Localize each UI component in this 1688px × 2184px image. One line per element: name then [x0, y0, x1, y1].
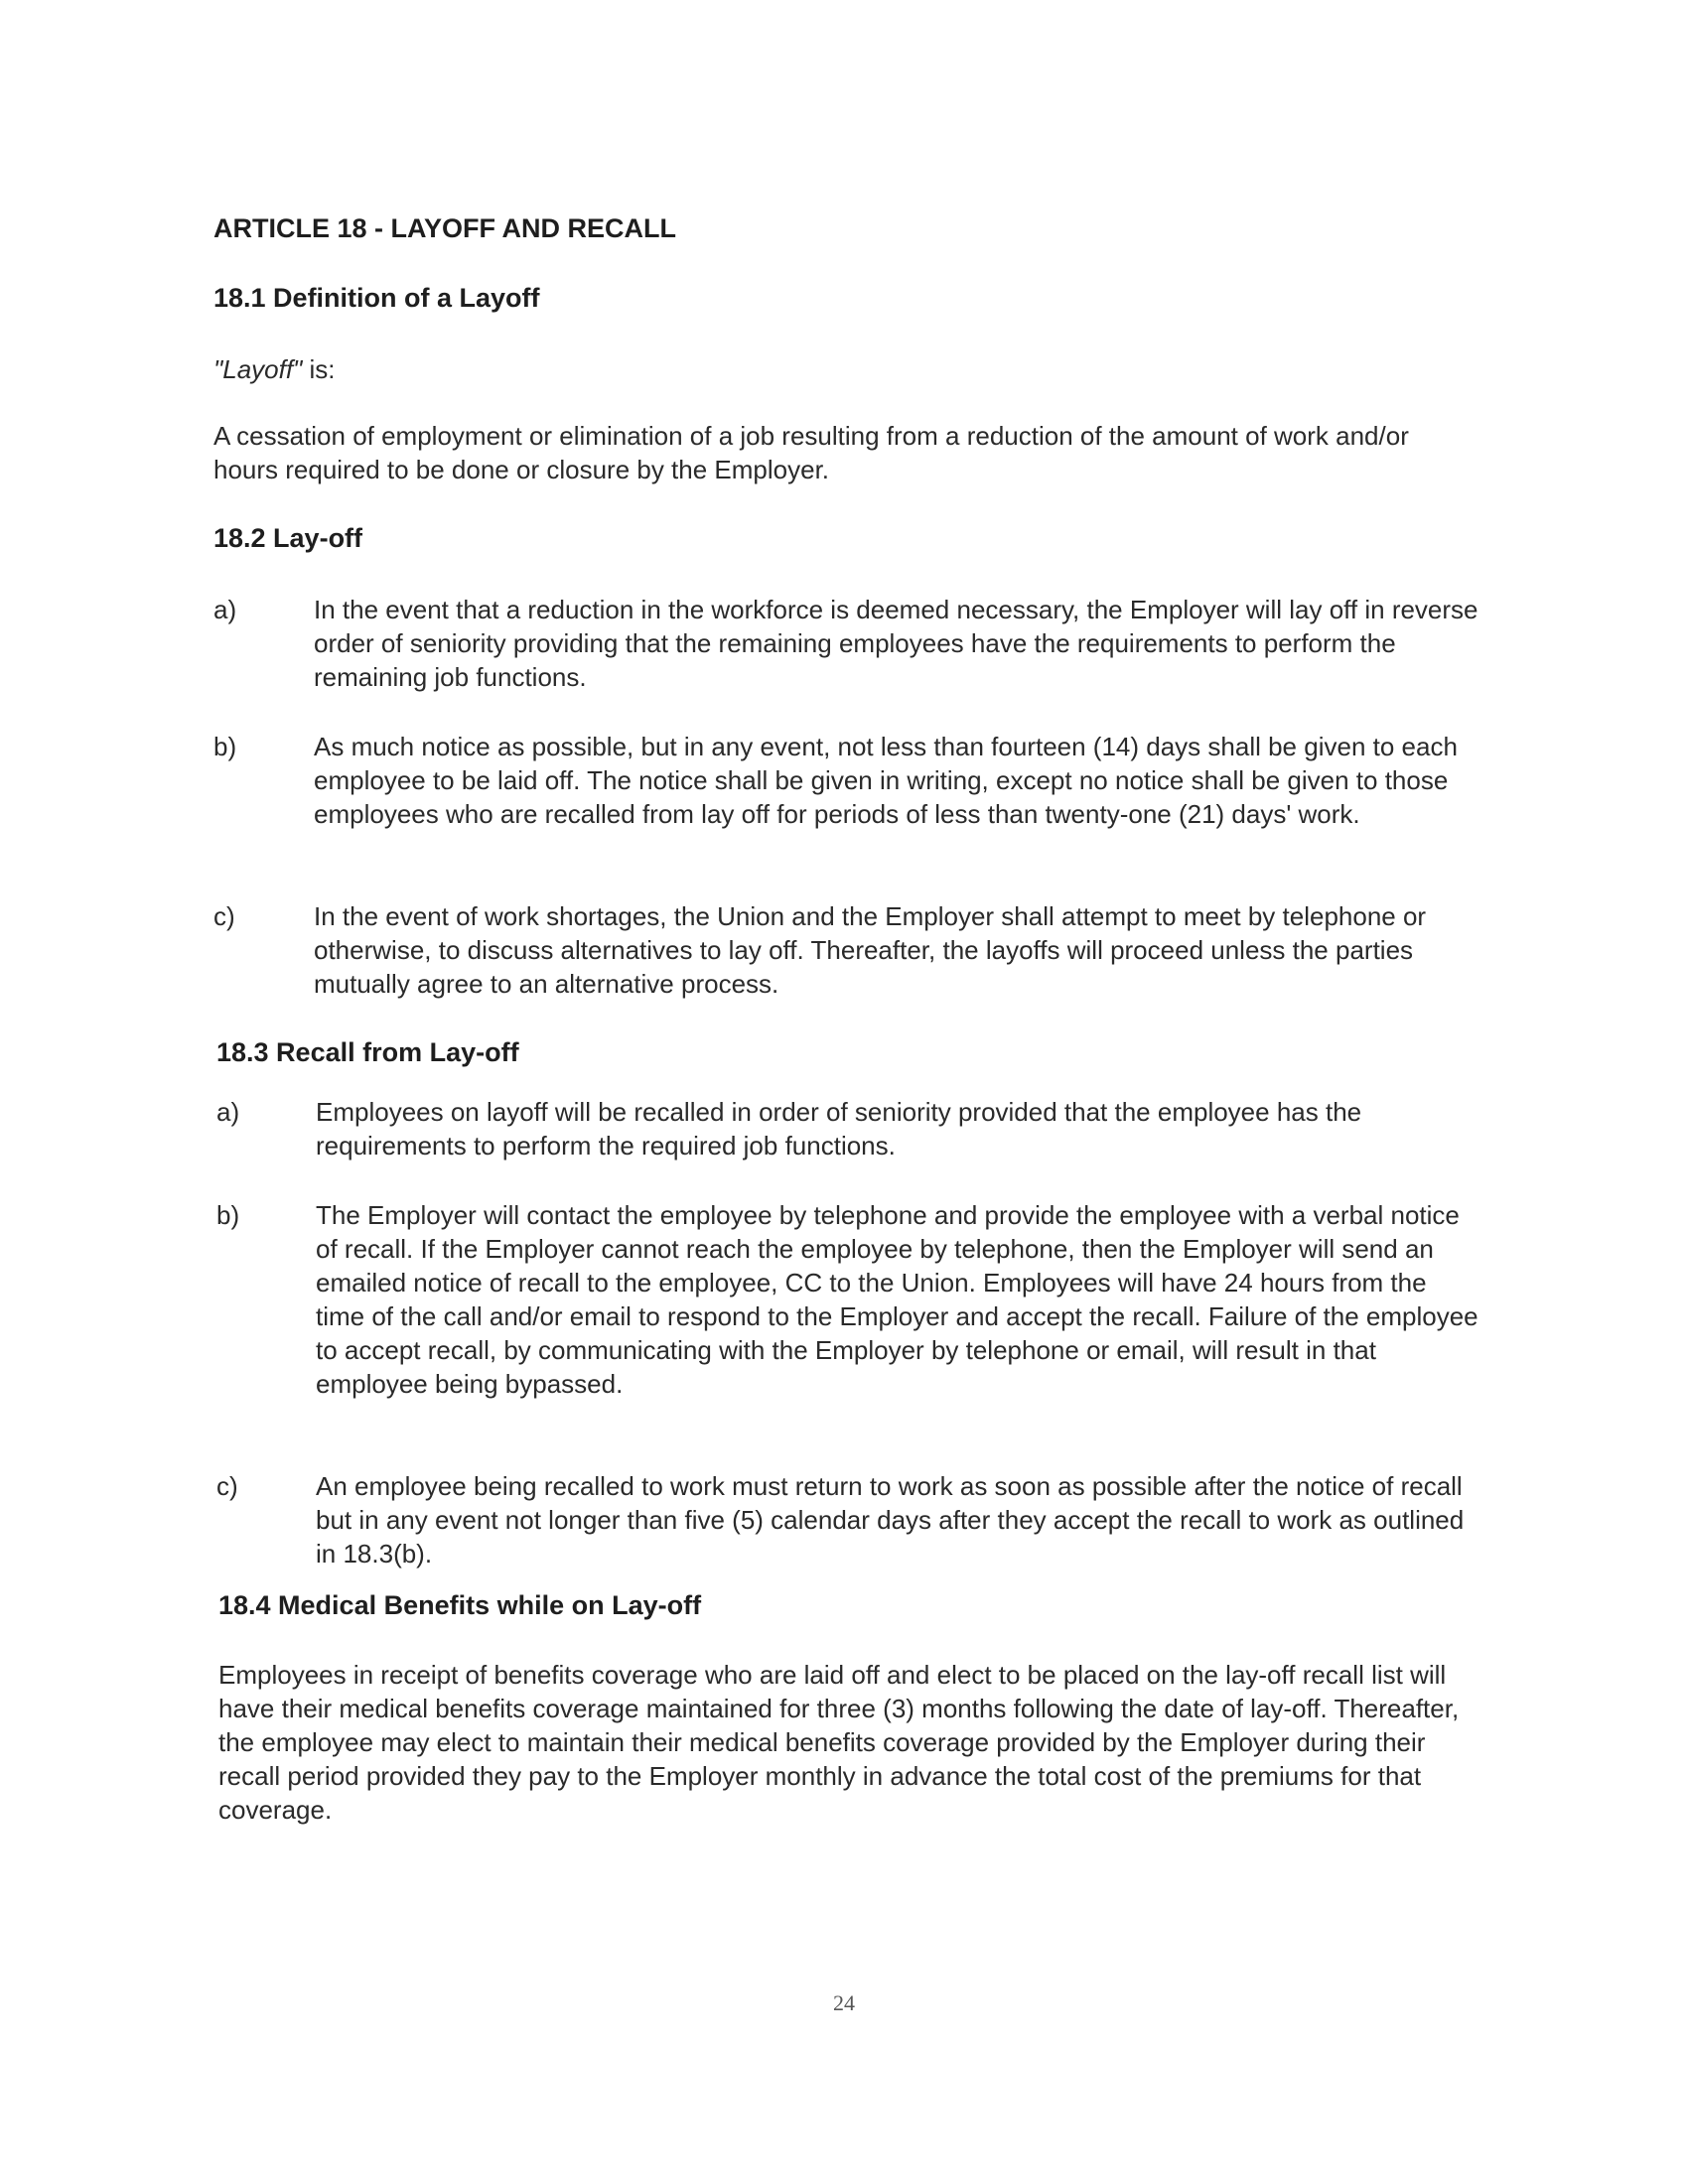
section-18-3-item-b: The Employer will contact the employee by telephone and provide the employee with a verbal notice of recall. If the Employer cannot reach the employee by telephone, then the Employer will send an emailed notice of recall to the employee, CC to the Union. Employees will have 24 hours from the time of the call and/or email to respond to the Employer and accept the recall. Failure of the employee to accept recall, by communicating with the Employer by telephone or email, will result in that employee being bypassed. [316, 1200, 1478, 1399]
section-18-3-item-a: Employees on layoff will be recalled in order of seniority provided that the employee has the requirements to perform the required job functions. [316, 1097, 1362, 1160]
section-18-4-heading: 18.4 Medical Benefits while on Lay-off [218, 1590, 702, 1620]
section-18-3-heading: 18.3 Recall from Lay-off [216, 1037, 519, 1067]
section-18-3-marker-c: c) [216, 1471, 238, 1501]
layoff-term: "Layoff" [213, 354, 303, 384]
layoff-definition: A cessation of employment or elimination of a job resulting from a reduction of the amount of work and/or hours required to be done or closure by the Employer. [213, 421, 1409, 484]
section-18-2-marker-b: b) [213, 732, 237, 761]
section-18-3-item-c: An employee being recalled to work must return to work as soon as possible after the notice of recall but in any event not longer than five (5) calendar days after they accept the recall to work as outlined in 18.3(b). [316, 1471, 1465, 1569]
section-18-1-heading: 18.1 Definition of a Layoff [213, 283, 540, 313]
section-18-3-marker-a: a) [216, 1097, 240, 1127]
section-18-2-marker-a: a) [213, 595, 237, 624]
article-title: ARTICLE 18 - LAYOFF AND RECALL [213, 213, 677, 243]
section-18-2-marker-c: c) [213, 901, 235, 931]
section-18-2-item-b: As much notice as possible, but in any event, not less than fourteen (14) days shall be given to each employee to be laid off. The notice shall be given in writing, except no notice shall be given to those employees who are recalled from lay off for periods of less than twenty-one (21) days' work. [314, 732, 1458, 829]
section-18-2-item-a: In the event that a reduction in the workforce is deemed necessary, the Employer will lay off in reverse order of seniority providing that the remaining employees have the requirements to perform the remaining job functions. [314, 595, 1478, 692]
page-number: 24 [833, 1990, 855, 2015]
section-18-4-text: Employees in receipt of benefits coverage who are laid off and elect to be placed on the lay-off recall list will have their medical benefits coverage maintained for three (3) months following the date of lay-off. Thereafter, the employee may elect to maintain their medical benefits coverage provided by the Employer during their recall period provided they pay to the Employer monthly in advance the total cost of the premiums for that coverage. [218, 1660, 1460, 1825]
section-18-2-item-c: In the event of work shortages, the Union and the Employer shall attempt to meet by telephone or otherwise, to discuss alternatives to lay off. Thereafter, the layoffs will proceed unless the parties mutually agree to an alternative process. [314, 901, 1427, 999]
section-18-2-heading: 18.2 Lay-off [213, 523, 363, 553]
layoff-term-line [213, 352, 336, 386]
section-18-3-marker-b: b) [216, 1200, 240, 1230]
layoff-term-suffix: is: [302, 354, 336, 384]
